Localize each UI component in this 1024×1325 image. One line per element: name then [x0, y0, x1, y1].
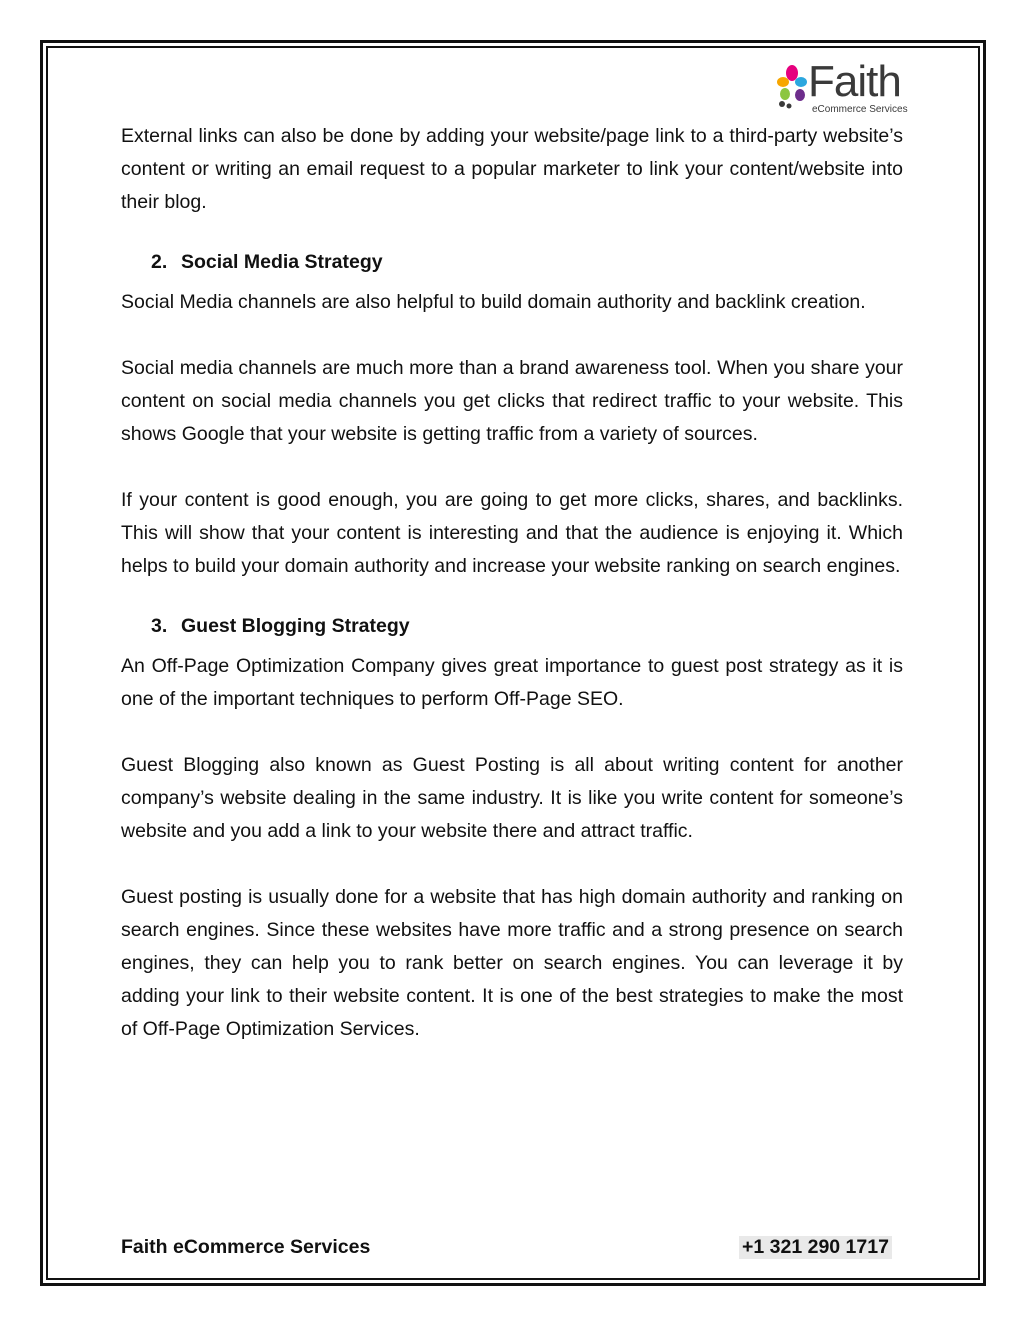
paragraph-off-page-company: An Off-Page Optimization Company gives great importance to guest post strategy as it is one of the important techniques to perform Off-Page SEO. — [121, 655, 903, 710]
paragraph-guest-posting-definition: Guest Blogging also known as Guest Posting is all about writing content for another company’s website dealing in the same industry. It is like you write content for someone’s website and you add a link to your website there and attract traffic. — [121, 754, 903, 842]
heading-text: Social Media Strategy — [181, 251, 383, 273]
document-body — [121, 120, 903, 1046]
heading-text: Guest Blogging Strategy — [181, 615, 410, 637]
paragraph-good-content: If your content is good enough, you are going to get more clicks, shares, and backlinks. This will show that your content is interesting and that the audience is enjoying it. Which helps to build your domain authority and increase your website ranking on search engines. — [121, 489, 903, 577]
heading-social-media-strategy — [121, 246, 903, 279]
paragraph-brand-awareness: Social media channels are much more than a brand awareness tool. When you share your content on social media channels you get clicks that redirect traffic to your website. This shows Google that your website is getting traffic from a variety of sources. — [121, 357, 903, 445]
footer-company-name: Faith eCommerce Services — [121, 1236, 371, 1258]
logo-subtitle: eCommerce Services — [812, 104, 908, 115]
heading-number: 3. — [151, 615, 168, 637]
paragraph-guest-posting-benefits: Guest posting is usually done for a website that has high domain authority and ranking on search engines. Since these websites have more traffic and a strong presence on search engines, they can help you to rank better on search engines. You can leverage it by adding your link to their website content. It is one of the best strategies to make the most of Off-Page Optimization Services. — [121, 886, 903, 1040]
company-logo — [776, 57, 926, 122]
heading-number: 2. — [151, 251, 168, 273]
paragraph-external-links: External links can also be done by adding your website/page link to a third-party website’s content or writing an email request to a popular marketer to link your content/website into their blog. — [121, 125, 903, 213]
logo-wordmark: Faith — [808, 57, 901, 106]
footer-phone-number: +1 321 290 1717 — [739, 1236, 892, 1259]
heading-guest-blogging-strategy — [121, 610, 903, 643]
paragraph-social-channels: Social Media channels are also helpful to build domain authority and backlink creation. — [121, 291, 866, 313]
flower-logo-icon — [776, 64, 808, 110]
